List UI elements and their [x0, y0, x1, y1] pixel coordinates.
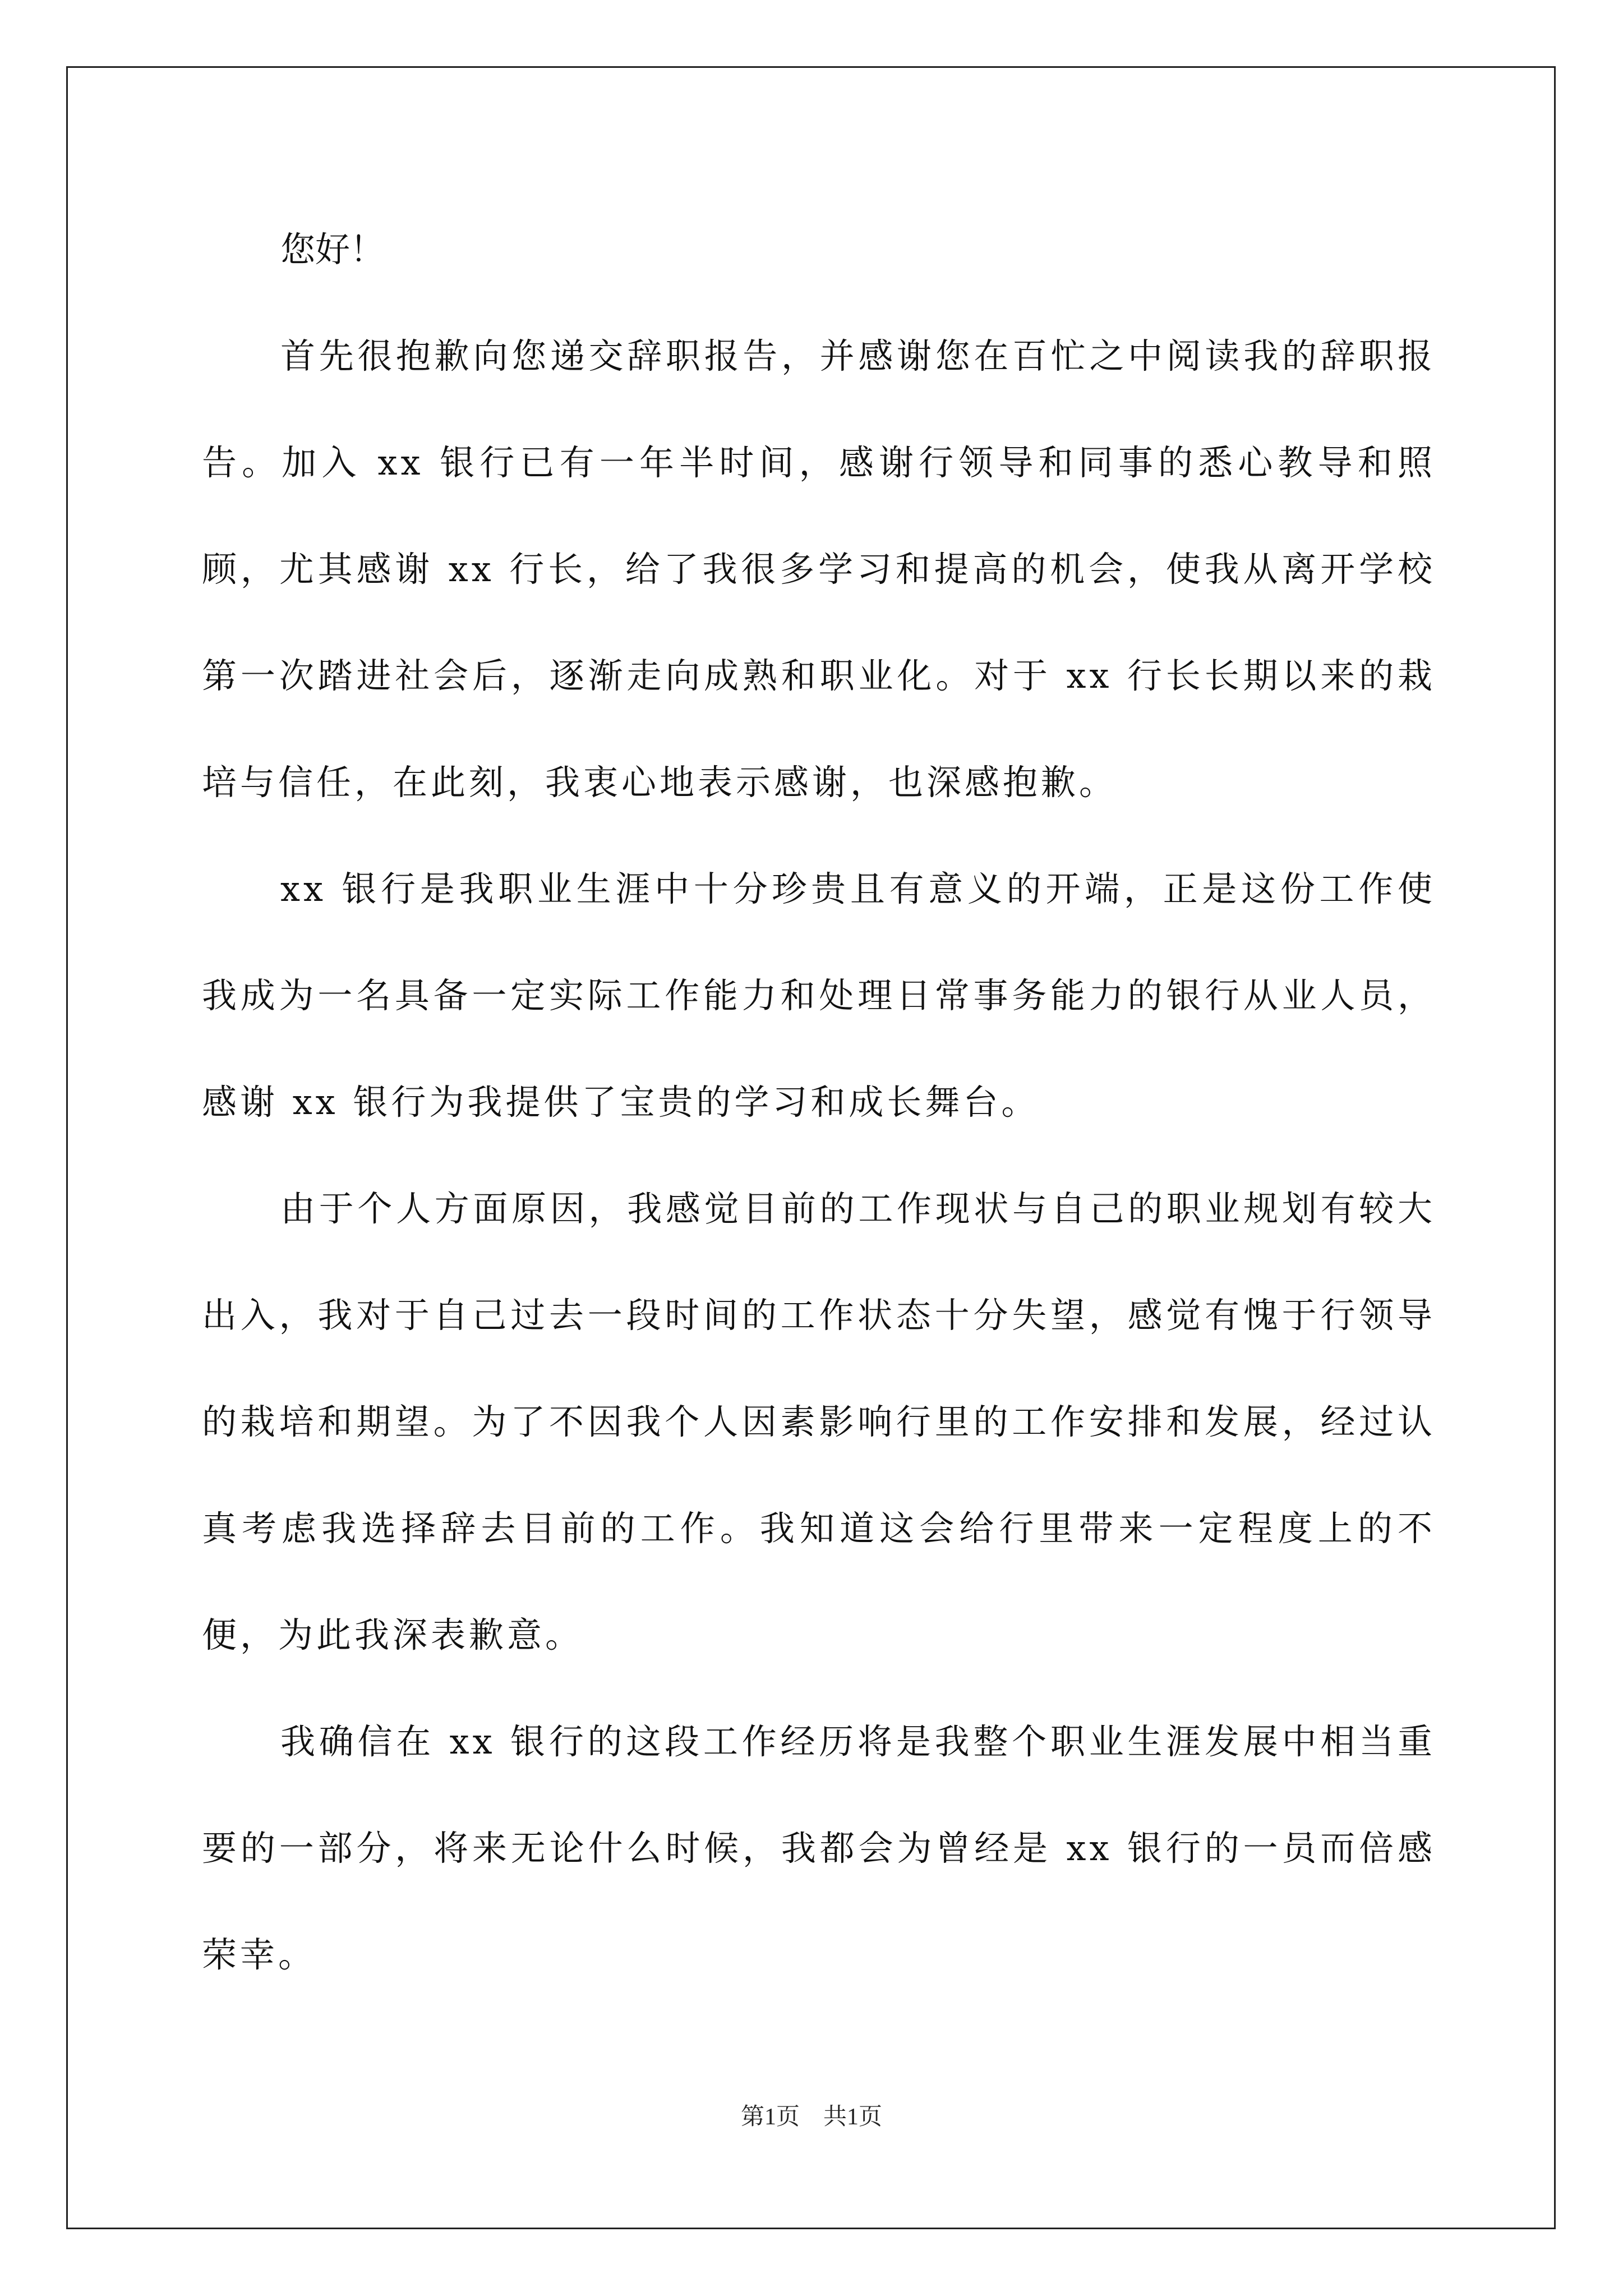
paragraph-2: xx 银行是我职业生涯中十分珍贵且有意义的开端，正是这份工作使我成为一名具备一定实际工作能力和处理日常事务能力的银行从业人员，感谢 xx 银行为我提供了宝贵的学习和成长舞台。	[202, 868, 1436, 1122]
paragraph-4: 我确信在 xx 银行的这段工作经历将是我整个职业生涯发展中相当重要的一部分，将来无论什么时候，我都会为曾经是 xx 银行的一员而倍感荣幸。	[202, 1721, 1436, 1975]
greeting: 您好！	[280, 229, 385, 270]
document-body	[202, 196, 1436, 2008]
page-footer: 第1页 共1页	[740, 2104, 882, 2130]
paragraph-3: 由于个人方面原因，我感觉目前的工作现状与自己的职业规划有较大出入，我对于自己过去一段时间的工作状态十分失望，感觉有愧于行领导的栽培和期望。为了不因我个人因素影响行里的工作安排和发展，经过认真考虑我选择辞去目前的工作。我知道这会给行里带来一定程度上的不便，为此我深表歉意。	[202, 1188, 1436, 1655]
paragraph-1: 首先很抱歉向您递交辞职报告，并感谢您在百忙之中阅读我的辞职报告。加入 xx 银行已有一年半时间，感谢行领导和同事的悉心教导和照顾，尤其感谢 xx 行长，给了我很多学习和提高的机会，使我从离开学校第一次踏进社会后，逐渐走向成熟和职业化。对于 xx 行长长期以来的栽培与信任，在此刻，我衷心地表示感谢，也深感抱歉。	[202, 335, 1436, 803]
